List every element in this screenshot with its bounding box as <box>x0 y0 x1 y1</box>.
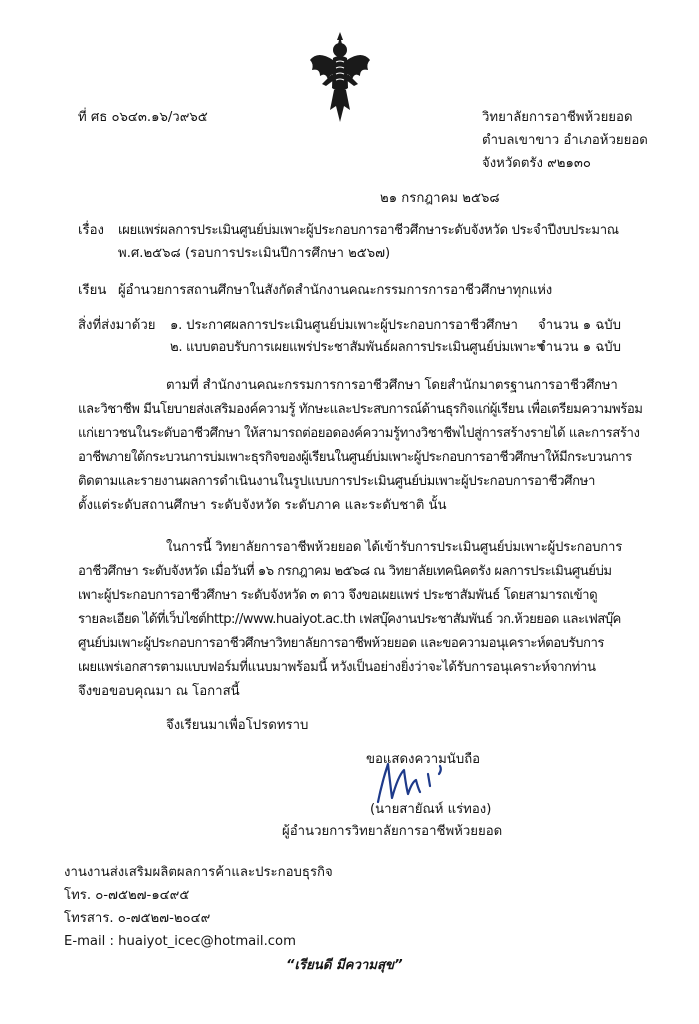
signer-name: (นายสายัณห์ แร่ทอง) <box>370 802 492 817</box>
para2-line-1: ในการนี้ วิทยาลัยการอาชีพห้วยยอด ได้เข้ารับการประเมินศูนย์บ่มเพาะผู้ประกอบการ <box>166 540 623 555</box>
footer-email: E-mail : huaiyot_icec@hotmail.com <box>64 934 296 949</box>
enclosure-item-2: ๒. แบบตอบรับการเผยแพร่ประชาสัมพันธ์ผลการประเมินศูนย์บ่มเพาะฯ <box>170 340 544 355</box>
regards-text: ขอแสดงความนับถือ <box>366 752 481 767</box>
salutation-text: ผู้อำนวยการสถานศึกษาในสังกัดสำนักงานคณะกรรมการการอาชีวศึกษาทุกแห่ง <box>118 283 552 298</box>
subject-line-1: เผยแพร่ผลการประเมินศูนย์บ่มเพาะผู้ประกอบการอาชีวศึกษาระดับจังหวัด ประจำปีงบประมาณ <box>118 223 619 238</box>
enclosure-item-1: ๑. ประกาศผลการประเมินศูนย์บ่มเพาะผู้ประกอบการอาชีวศึกษา <box>170 318 518 333</box>
para2-line-5: ศูนย์บ่มเพาะผู้ประกอบการอาชีวศึกษาวิทยาลัยการอาชีพห้วยยอด และขอความอนุเคราะห์ตอบรับการ <box>78 636 604 651</box>
enclosures-label: สิ่งที่ส่งมาด้วย <box>78 318 156 333</box>
para2-line-3: เพาะผู้ประกอบการอาชีวศึกษา ระดับจังหวัด ๓ ดาว จึงขอเผยแพร่ ประชาสัมพันธ์ โดยสามารถเข้าดู <box>78 588 598 603</box>
footer-department: งานงานส่งเสริมผลิตผลการค้าและประกอบธุรกิจ <box>64 865 333 880</box>
para1-line-5: ติดตามและรายงานผลการดำเนินงานในรูปแบบการประเมินศูนย์บ่มเพาะผู้ประกอบการอาชีวศึกษา <box>78 474 595 489</box>
para2-line-4: รายละเอียด ได้ที่เว็บไซต์http://www.huaiyot.ac.th เฟสบุ๊คงานประชาสัมพันธ์ วก.ห้วยยอด และเฟสบุ๊ค <box>78 612 621 627</box>
document-date: ๒๑ กรกฎาคม ๒๕๖๘ <box>380 191 500 206</box>
salutation-label: เรียน <box>78 283 107 298</box>
para1-line-2: และวิชาชีพ มีนโยบายส่งเสริมองค์ความรู้ ทักษะและประสบการณ์ด้านธุรกิจแก่ผู้เรียน เพื่อเตรียมความพร้อม <box>78 402 643 417</box>
sender-province: จังหวัดตรัง ๙๒๑๓๐ <box>482 156 591 171</box>
enclosure-qty-1: จำนวน ๑ ฉบับ <box>538 318 622 333</box>
document-number: ที่ ศธ ๐๖๔๓.๑๖/ว๙๖๕ <box>78 110 208 125</box>
para1-line-3: แก่เยาวชนในระดับอาชีวศึกษา ให้สามารถต่อยอดองค์ความรู้ทางวิชาชีพไปสู่การสร้างรายได้ และการสร้าง <box>78 426 640 441</box>
sender-org: วิทยาลัยการอาชีพห้วยยอด <box>482 110 633 125</box>
footer-telephone: โทร. ๐-๗๕๒๗-๑๔๙๕ <box>64 888 190 903</box>
footer-fax: โทรสาร. ๐-๗๕๒๗-๒๐๔๙ <box>64 911 211 926</box>
slogan: “เรียนดี มีความสุข” <box>286 958 403 973</box>
para1-line-4: อาชีพภายใต้กระบวนการบ่มเพาะธุรกิจของผู้เรียนในศูนย์บ่มเพาะผู้ประกอบการอาชีวศึกษาให้มีกระบวนการ <box>78 450 632 465</box>
signer-title: ผู้อำนวยการวิทยาลัยการอาชีพห้วยยอด <box>282 824 503 839</box>
enclosure-qty-2: จำนวน ๑ ฉบับ <box>538 340 622 355</box>
garuda-emblem <box>308 30 372 126</box>
para1-line-1: ตามที่ สำนักงานคณะกรรมการการอาชีวศึกษา โดยสำนักมาตรฐานการอาชีวศึกษา <box>166 378 618 393</box>
subject-label: เรื่อง <box>78 223 104 238</box>
closing-text: จึงเรียนมาเพื่อโปรดทราบ <box>166 718 309 733</box>
para1-line-6: ตั้งแต่ระดับสถานศึกษา ระดับจังหวัด ระดับภาค และระดับชาติ นั้น <box>78 498 447 513</box>
para2-line-7: จึงขอขอบคุณมา ณ โอกาสนี้ <box>78 684 240 699</box>
para2-line-2: อาชีวศึกษา ระดับจังหวัด เมื่อวันที่ ๑๖ กรกฎาคม ๒๕๖๘ ณ วิทยาลัยเทคนิคตรัง ผลการประเมินศูนย์บ่ม <box>78 564 612 579</box>
para2-line-6: เผยแพร่เอกสารตามแบบฟอร์มที่แนบมาพร้อมนี้ หวังเป็นอย่างยิ่งว่าจะได้รับการอนุเคราะห์จากท่าน <box>78 660 596 675</box>
sender-subdistrict: ตำบลเขาขาว อำเภอห้วยยอด <box>482 133 648 148</box>
subject-line-2: พ.ศ.๒๕๖๘ (รอบการประเมินปีการศึกษา ๒๕๖๗) <box>118 246 391 261</box>
